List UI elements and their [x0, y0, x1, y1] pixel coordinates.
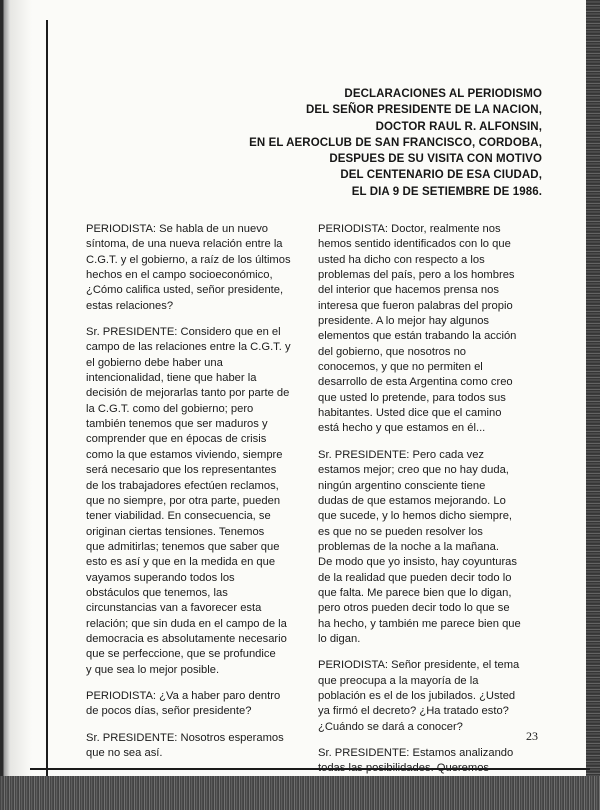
text-line: interesa que fueron palabras del propio: [318, 299, 513, 312]
text-line: Sr. PRESIDENTE: Estamos analizando: [318, 747, 514, 759]
text-line: que se perfeccione, que se profundice: [86, 648, 276, 661]
text-line: obstáculos que tenemos, las: [86, 586, 228, 599]
heading-line: DOCTOR RAUL R. ALFONSIN,: [375, 120, 542, 133]
text-line: Sr. PRESIDENTE: Considero que en el: [86, 326, 281, 339]
text-line: dudas de que estamos mejorando. Lo: [318, 494, 506, 507]
text-line: el gobierno debe haber una: [86, 356, 223, 369]
paragraph: [86, 325, 308, 678]
text-line: síntoma, de una nueva relación entre la: [86, 238, 283, 251]
text-line: estamos mejor; creo que no hay duda,: [318, 464, 509, 477]
text-line: PERIODISTA: Señor presidente, el tema: [318, 659, 520, 672]
right-column: [318, 222, 540, 788]
text-line: decisión de mejorarlas tanto por parte de: [86, 387, 290, 400]
text-line: del interior que hacemos prensa nos: [318, 284, 499, 297]
paragraph: [86, 222, 308, 314]
text-line: vayamos superando todos los: [86, 571, 235, 584]
text-line: desarrollo de esta Argentina como creo: [318, 376, 513, 389]
text-line: campo de las relaciones entre la C.G.T. y: [86, 341, 291, 354]
text-line: esto es así y que en la medida en que: [86, 556, 276, 569]
text-line: estas relaciones?: [86, 299, 174, 312]
text-line: Sr. PRESIDENTE: Nosotros esperamos: [86, 731, 284, 744]
text-line: elementos que están trabando la acción: [318, 330, 517, 343]
text-line: tener viabilidad. En consecuencia, se: [86, 510, 271, 523]
text-line: de pocos días, señor presidente?: [86, 705, 252, 718]
heading-line: DEL CENTENARIO DE ESA CIUDAD,: [340, 169, 542, 182]
text-line: lo digan.: [318, 632, 361, 645]
text-line: ya firmó el decreto? ¿Ha tratado esto?: [318, 705, 509, 718]
text-line: ¿Cómo califica usted, señor presidente,: [86, 284, 284, 297]
text-line: C.G.T. y el gobierno, a raíz de los últimos: [86, 253, 291, 266]
text-line: habitantes. Usted dice que el camino: [318, 407, 502, 420]
text-line: intencionalidad, tiene que haber la: [86, 372, 257, 385]
text-line: que no sea así.: [86, 747, 163, 759]
text-line: que admitirlas; tenemos que saber que: [86, 540, 280, 553]
heading-line: DESPUES DE SU VISITA CON MOTIVO: [329, 153, 542, 166]
text-line: que sucede, y lo hemos dicho siempre,: [318, 510, 513, 523]
text-line: democracia es absolutamente necesario: [86, 632, 287, 645]
text-line: de los trabajadores efectúen reclamos,: [86, 479, 279, 492]
paragraph: [86, 731, 308, 762]
text-line: población es el de los jubilados. ¿Usted: [318, 689, 516, 702]
text-line: es que no se pueden resolver los: [318, 525, 483, 538]
paragraph: [318, 222, 540, 437]
text-line: del gobierno, que nosotros no: [318, 345, 467, 358]
text-line: circunstancias van a favorecer esta: [86, 602, 262, 615]
scan-edge-left: [0, 0, 32, 810]
heading-line: DEL SEÑOR PRESIDENTE DE LA NACION,: [306, 104, 542, 117]
paragraph: [318, 448, 540, 647]
heading-line: DECLARACIONES AL PERIODISMO: [344, 88, 542, 100]
text-line: Sr. PRESIDENTE: Pero cada vez: [318, 448, 485, 461]
text-line: será necesario que los representantes: [86, 464, 277, 477]
text-line: todas las posibilidades. Queremos: [318, 762, 490, 775]
text-line: que falta. Me parece bien que lo digan,: [318, 586, 512, 599]
page-number: 23: [526, 729, 538, 743]
left-column: [86, 222, 308, 772]
text-line: presidente. A lo mejor hay algunos: [318, 315, 490, 328]
document-heading: [122, 86, 542, 200]
paragraph: [318, 746, 540, 777]
text-line: y que sea lo mejor posible.: [86, 663, 220, 676]
text-line: originan ciertas tensiones. Tenemos: [86, 525, 265, 538]
text-line: hemos sentido identificados con lo que: [318, 238, 511, 251]
text-line: PERIODISTA: Doctor, realmente nos: [318, 223, 501, 235]
text-line: problemas de la noche a la mañana.: [318, 540, 499, 553]
text-line: también tenemos que ser maduros y: [86, 418, 268, 431]
text-line: que preocupa a la mayoría de la: [318, 674, 479, 687]
heading-line: EL DIA 9 DE SETIEMBRE DE 1986.: [351, 185, 542, 198]
text-line: que no siempre, por otra parte, pueden: [86, 494, 281, 507]
text-line: está hecho y que estamos en él...: [318, 422, 486, 435]
text-line: De modo que yo insisto, hay coyunturas: [318, 556, 517, 569]
text-line: conocemos, y que no permiten el: [318, 361, 483, 374]
text-line: ha hecho, y también me parece bien que: [318, 617, 521, 630]
text-line: usted ha dicho con respecto a los: [318, 253, 485, 266]
text-line: que usted lo pretende, para todos sus: [318, 391, 506, 404]
text-line: la C.G.T. como del gobierno; pero: [86, 402, 254, 415]
text-line: PERIODISTA: Se habla de un nuevo: [86, 223, 269, 235]
text-line: como la que estamos viviendo, siempre: [86, 448, 283, 461]
text-line: hechos en el campo socioeconómico,: [86, 269, 273, 282]
heading-line: EN EL AEROCLUB DE SAN FRANCISCO, CORDOBA,: [249, 136, 542, 149]
text-line: problemas del país, pero a los hombres: [318, 269, 515, 282]
text-line: PERIODISTA: ¿Va a haber paro dentro: [86, 689, 281, 702]
scan-edge-right: [586, 0, 600, 810]
text-line: comprender que en épocas de crisis: [86, 433, 267, 446]
text-line: pero otros pueden decir todo lo que se: [318, 602, 510, 615]
text-line: ningún argentino consciente tiene: [318, 479, 486, 492]
paragraph: [318, 658, 540, 735]
paragraph: [86, 689, 308, 720]
text-line: de la realidad que pueden decir todo lo: [318, 571, 512, 584]
text-line: relación; que sin duda en el campo de la: [86, 617, 287, 630]
text-line: ¿Cuándo se dará a conocer?: [318, 720, 463, 733]
scan-binding-line: [46, 20, 48, 780]
